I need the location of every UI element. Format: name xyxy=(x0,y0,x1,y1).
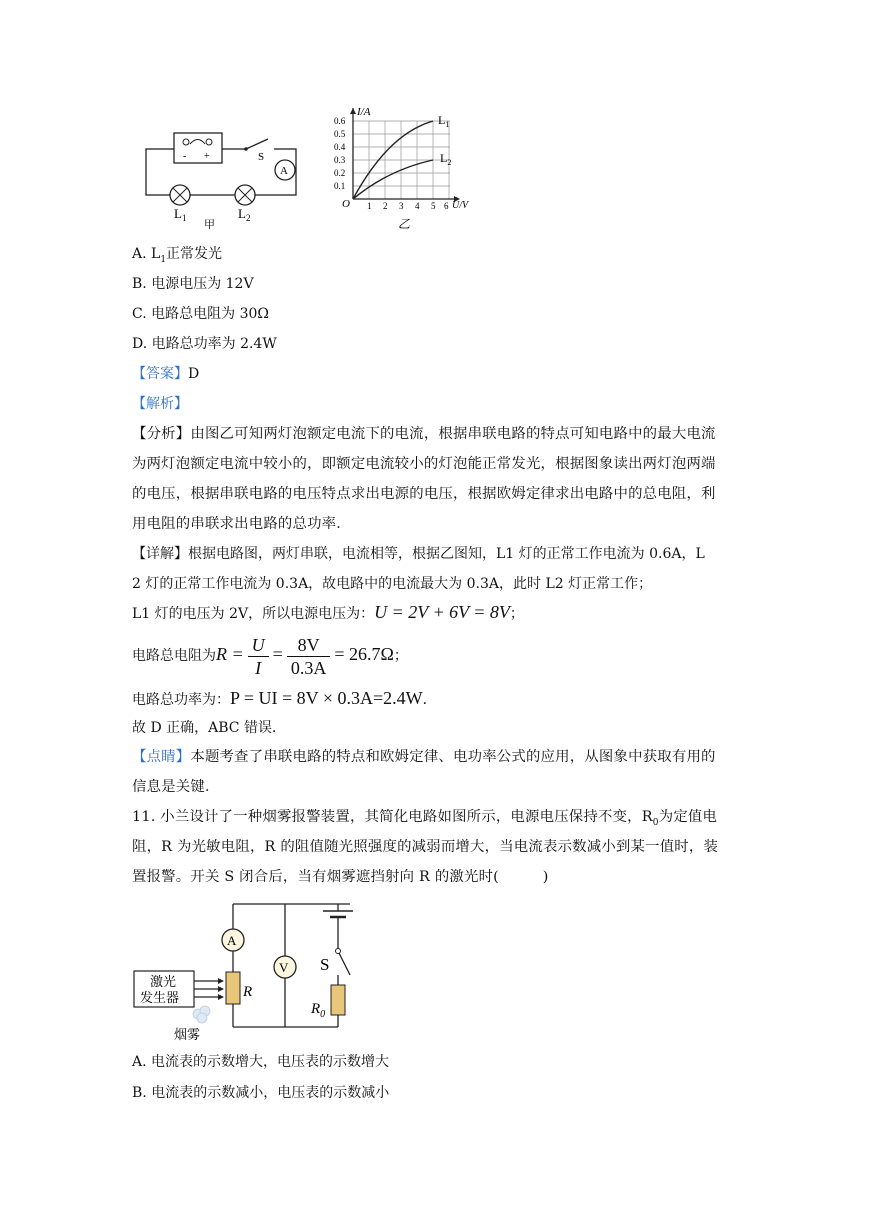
analysis-line-1 xyxy=(132,424,716,444)
fraction-8v-over-03a xyxy=(287,634,331,679)
y-tick: 0.2 xyxy=(334,168,346,178)
smoke-label: 烟雾 xyxy=(174,1027,201,1042)
r0-label: R xyxy=(311,1001,321,1017)
detail-line-1 xyxy=(132,544,705,564)
detail-line-4 xyxy=(132,630,408,680)
x-tick: 4 xyxy=(415,201,420,211)
graph-y-axis-label: I/A xyxy=(357,106,371,118)
svg-text:L1 xyxy=(174,206,186,223)
svg-text:L2 xyxy=(440,151,451,167)
smoke-alarm-circuit xyxy=(130,897,370,1047)
circuit-caption-jia: 甲 xyxy=(204,219,215,230)
graph-x-axis-label: U/V xyxy=(452,200,469,211)
resistance-result: = 26.7Ω xyxy=(334,644,394,664)
option-d: D. 电路总功率为 2.4W xyxy=(132,336,277,352)
power-equation: P = UI = 8V × 0.3A=2.4W xyxy=(230,688,423,708)
laser-label-1: 激光 xyxy=(150,974,177,989)
fraction-num: U xyxy=(248,634,269,657)
lamp-l2-sub: 2 xyxy=(245,213,251,223)
detail-text-4: 电路总电阻为 xyxy=(132,648,216,664)
smoke-cloud-icon xyxy=(193,1006,210,1023)
fraction-den: I xyxy=(255,657,262,678)
x-tick: 2 xyxy=(383,201,388,211)
switch-label: S xyxy=(320,955,330,974)
y-tick: 0.5 xyxy=(334,129,346,139)
comment-tag: 【点睛】 xyxy=(132,749,191,765)
q11-text-1: 11. 小兰设计了一种烟雾报警装置，其简化电路如图所示，电源电压保持不变，R xyxy=(132,809,653,825)
resistance-lhs: R = xyxy=(216,644,244,664)
resistor-r0 xyxy=(331,985,345,1015)
option-a-suffix: 正常发光 xyxy=(166,246,223,262)
detail-line-3 xyxy=(132,602,524,624)
svg-text:-: - xyxy=(183,151,187,162)
ammeter-label: A xyxy=(227,933,237,948)
y-tick: 0.1 xyxy=(334,181,346,191)
q11-line-3: 置报警。开关 S 闭合后，当有烟雾遮挡射向 R 的激光时( ) xyxy=(132,869,549,885)
detail-text-5: 电路总功率为： xyxy=(132,692,230,708)
lamp-l1-label: L xyxy=(174,206,182,221)
svg-text:L2 xyxy=(238,206,250,223)
circuit-diagram-jia xyxy=(138,125,310,230)
answer-value: D xyxy=(188,366,200,382)
detail-text-5-suffix: ． xyxy=(422,692,437,708)
photoresistor-label: R xyxy=(243,984,253,1000)
analysis-line-4: 用电阻的串联求出电路的总功率． xyxy=(132,516,351,532)
equals-sign: = xyxy=(272,644,283,664)
laser-beams xyxy=(194,981,222,997)
svg-text:R0 xyxy=(310,1001,325,1020)
option-a-sub: 1 xyxy=(160,255,167,265)
ammeter-label: A xyxy=(280,165,288,177)
r0-sub: 0 xyxy=(320,1009,326,1020)
photoresistor-r xyxy=(226,972,240,1004)
detail-text-4-suffix: ； xyxy=(393,648,408,664)
q11-option-a: A. 电流表的示数增大，电压表的示数增大 xyxy=(132,1054,390,1070)
x-tick: 1 xyxy=(367,201,372,211)
svg-text:+: + xyxy=(204,151,210,162)
comment-line-2: 信息是关键． xyxy=(132,779,220,795)
lamp-l1-sub: 1 xyxy=(181,213,187,223)
detail-line-5 xyxy=(132,688,437,710)
curve-l1-label: L xyxy=(438,113,446,127)
option-a xyxy=(132,244,222,266)
curve-l2-sub: 2 xyxy=(447,158,452,167)
q11-line-1 xyxy=(132,807,717,829)
graph-caption-yi: 乙 xyxy=(398,217,411,231)
detail-line-2: 2 灯的正常工作电流为 0.3A，故电路中的电流最大为 0.3A，此时 L2 灯正常工作； xyxy=(132,576,653,592)
comment-line-1 xyxy=(132,747,716,767)
analysis-heading: 【解析】 xyxy=(132,396,188,412)
detail-line-6: 故 D 正确，ABC 错误． xyxy=(132,720,286,736)
svg-text:L1 xyxy=(438,113,449,129)
laser-label-2: 发生器 xyxy=(140,990,180,1005)
x-tick: 3 xyxy=(399,201,404,211)
option-b: B. 电源电压为 12V xyxy=(132,276,254,292)
fraction-num: 8V xyxy=(287,634,331,657)
q11-line-2: 阻，R 为光敏电阻，R 的阻值随光照强度的减弱而增大，当电流表示数减小到某一值时，装 xyxy=(132,839,719,855)
analysis-line-2: 为两灯泡额定电流中较小的，即额定电流较小的灯泡能正常发光，根据图象读出两灯泡两端 xyxy=(132,456,716,472)
x-tick: 6 xyxy=(444,201,449,211)
q11-sub: 0 xyxy=(652,818,659,828)
switch-label-s: S xyxy=(258,151,265,163)
y-tick: 0.4 xyxy=(334,142,346,152)
curve-l2-label: L xyxy=(440,151,448,165)
q11-option-b: B. 电流表的示数减小，电压表的示数减小 xyxy=(132,1085,390,1101)
detail-text-3-suffix: ； xyxy=(509,606,524,622)
lamp-l2-label: L xyxy=(238,206,246,221)
x-tick: 5 xyxy=(431,201,436,211)
option-c: C. 电路总电阻为 30Ω xyxy=(132,306,269,322)
switch-blade xyxy=(339,953,350,975)
y-tick: 0.6 xyxy=(334,116,346,126)
curve-l1-sub: 1 xyxy=(445,120,450,129)
q11-text-1-suffix: 为定值电 xyxy=(658,809,718,825)
graph-origin: O xyxy=(342,198,350,210)
analysis-text-1: 由图乙可知两灯泡额定电流下的电流，根据串联电路的特点可知电路中的最大电流 xyxy=(190,426,716,442)
voltage-equation: U = 2V + 6V = 8V xyxy=(374,602,510,622)
analysis-line-3: 的电压，根据串联电路的电压特点求出电源的电压，根据欧姆定律求出电路中的总电阻，利 xyxy=(132,486,716,502)
fraction-u-over-i xyxy=(248,634,269,679)
iu-graph-yi xyxy=(328,104,478,232)
detail-text-3: L1 灯的电压为 2V，所以电源电压为： xyxy=(132,606,375,622)
voltmeter-label: V xyxy=(279,960,289,975)
detail-tag: 【详解】 xyxy=(132,546,188,562)
fraction-den: 0.3A xyxy=(290,657,327,678)
y-tick: 0.3 xyxy=(334,155,346,165)
analysis-tag: 【分析】 xyxy=(132,426,191,442)
answer-tag: 【答案】 xyxy=(132,366,188,382)
detail-text-1: 根据电路图，两灯串联，电流相等，根据乙图知，L1 灯的正常工作电流为 0.6A，L xyxy=(188,546,705,562)
answer-line xyxy=(132,364,199,384)
option-a-prefix: A. L xyxy=(132,246,161,262)
comment-text-1: 本题考查了串联电路的特点和欧姆定律、电功率公式的应用，从图象中获取有用的 xyxy=(190,749,716,765)
